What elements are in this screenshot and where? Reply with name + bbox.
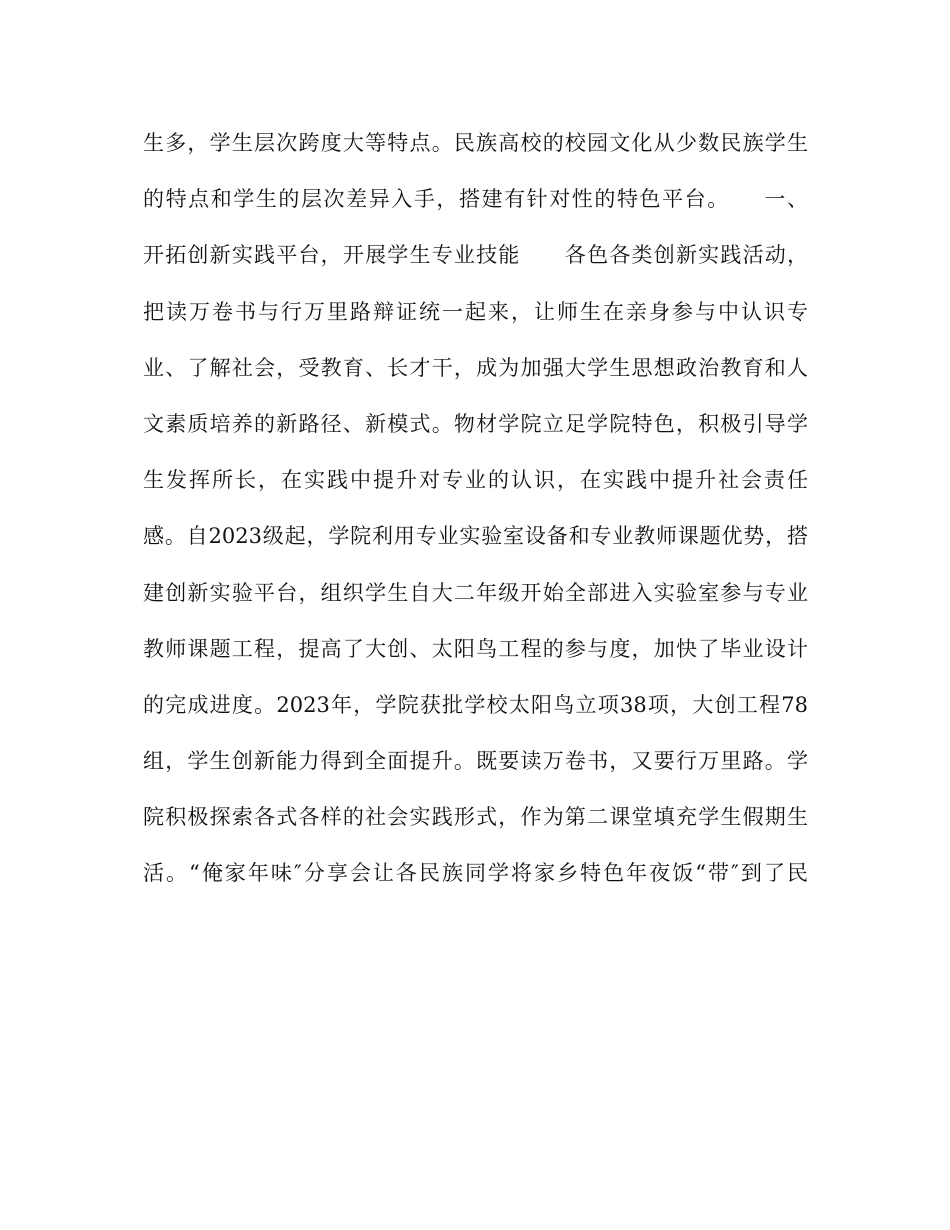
text-line-11: 的完成进度。2023年，学院获批学校太阳鸟立项38项，大创工程78 [143,692,808,717]
body-text [143,125,808,912]
text-line-12: 组，学生创新能力得到全面提升。既要读万卷书，又要行万里路。学 [143,749,808,774]
text-line-10: 教师课题工程，提高了大创、太阳鸟工程的参与度，加快了毕业设计 [143,636,808,661]
text-line-3: 开拓创新实践平台，开展学生专业技能 各色各类创新实践活动， [143,243,808,268]
text-line-4: 把读万卷书与行万里路辩证统一起来，让师生在亲身参与中认识专 [143,299,808,324]
text-line-8: 感。自2023级起，学院利用专业实验室设备和专业教师课题优势，搭 [143,524,808,549]
text-line-14: 活。“俺家年味″分享会让各民族同学将家乡特色年夜饭“带″到了民 [143,861,808,886]
text-line-5: 业、了解社会，受教育、长才干，成为加强大学生思想政治教育和人 [143,355,808,380]
text-line-9: 建创新实验平台，组织学生自大二年级开始全部进入实验室参与专业 [143,580,808,605]
text-line-6: 文素质培养的新路径、新模式。物材学院立足学院特色，积极引导学 [143,411,808,436]
text-line-1: 生多，学生层次跨度大等特点。民族高校的校园文化从少数民族学生 [143,131,808,155]
text-line-2: 的特点和学生的层次差异入手，搭建有针对性的特色平台。 一、 [143,187,808,212]
text-line-13: 院积极探索各式各样的社会实践形式，作为第二课堂填充学生假期生 [143,805,808,830]
text-line-7: 生发挥所长，在实践中提升对专业的认识，在实践中提升社会责任 [143,468,808,493]
